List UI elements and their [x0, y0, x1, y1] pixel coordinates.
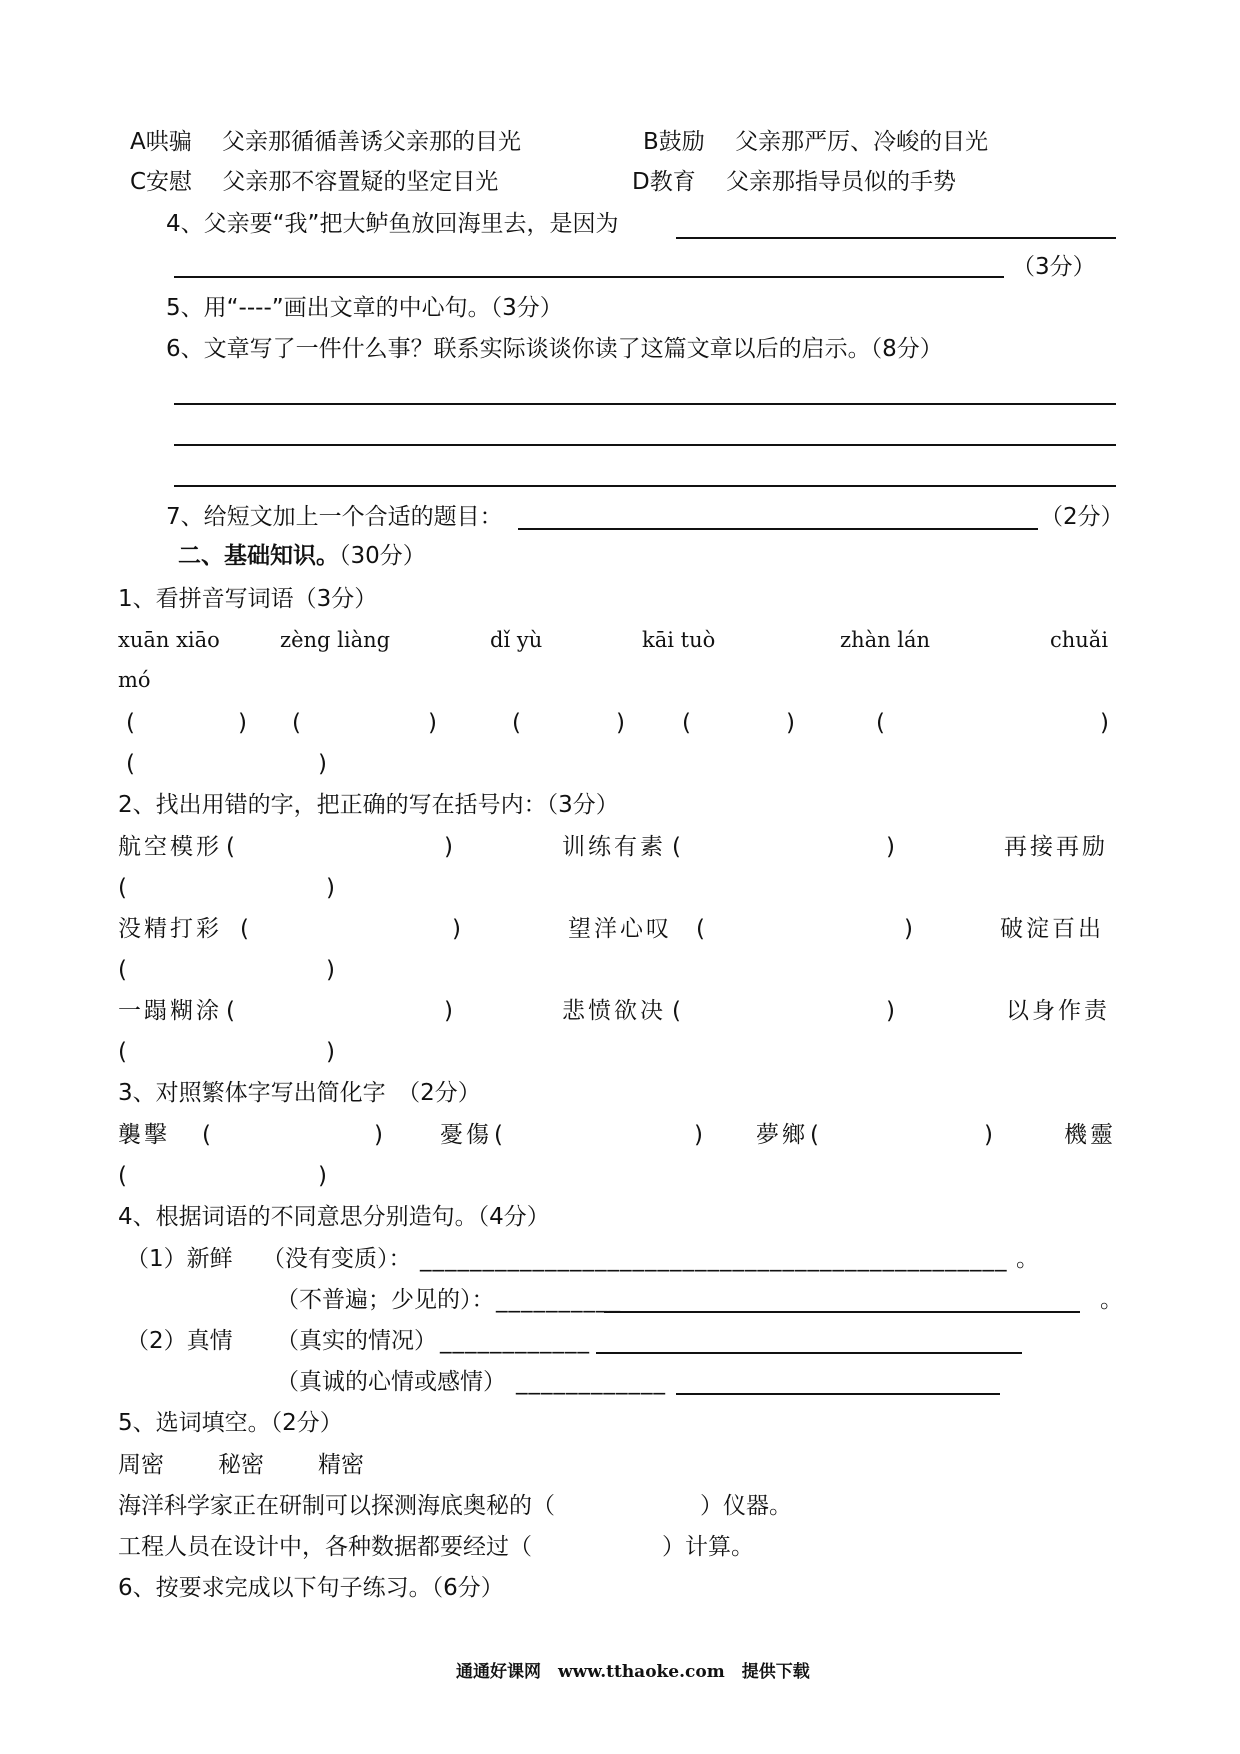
answer-bracket-open: ( — [682, 710, 691, 736]
word-label: （2）真情 — [126, 1328, 233, 1354]
answer-bracket-close: ) — [452, 916, 461, 942]
wrong-word: 以身作责 — [1006, 998, 1110, 1024]
meaning-label: （不普遍；少见的）： — [276, 1287, 495, 1313]
pinyin-word: zhàn lán — [840, 628, 931, 652]
traditional-word: 憂傷 — [440, 1122, 492, 1148]
word-option: 秘密 — [218, 1452, 264, 1478]
answer-bracket-open: ( — [512, 710, 521, 736]
wrong-word: 航空模形 — [118, 834, 222, 860]
answer-bracket-close: ) — [904, 916, 913, 942]
meaning-label: （没有变质）： — [262, 1246, 412, 1272]
answer-bracket-open: ( — [240, 916, 249, 942]
wrong-word: 没精打彩 — [118, 916, 222, 942]
answer-bracket-close: ) — [886, 998, 895, 1024]
fill-sentence-end: ）仪器。 — [700, 1493, 792, 1519]
pinyin-heading: 1、看拼音写词语（3分） — [118, 586, 378, 612]
answer-bracket-open: ( — [672, 834, 681, 860]
pinyin-word: chuǎi — [1050, 628, 1109, 652]
answer-bracket-close: ) — [374, 1122, 383, 1148]
fill-heading: 5、选词填空。（2分） — [118, 1410, 343, 1436]
wrong-word: 望洋心叹 — [568, 916, 672, 942]
sentences-heading: 4、根据词语的不同意思分别造句。（4分） — [118, 1204, 550, 1230]
answer-bracket-close: ) — [318, 1163, 327, 1189]
answer-bracket-open: ( — [226, 834, 235, 860]
meaning-label: （真诚的心情或感情） — [276, 1369, 506, 1395]
answer-line[interactable] — [604, 1311, 1080, 1313]
answer-bracket-close: ) — [444, 834, 453, 860]
answer-bracket-open: ( — [118, 875, 127, 901]
question-4: 4、父亲要“我”把大鲈鱼放回海里去，是因为 — [166, 211, 619, 237]
answer-blank[interactable]: __________ — [496, 1287, 621, 1313]
footer-credit: 通通好课网 www.tthaoke.com 提供下载 — [456, 1662, 810, 1682]
wrong-word: 悲愤欲决 — [562, 998, 666, 1024]
traditional-word: 襲擊 — [118, 1122, 170, 1148]
answer-line[interactable] — [174, 403, 1116, 405]
answer-bracket-open: ( — [126, 710, 135, 736]
answer-bracket-open: ( — [292, 710, 301, 736]
wrong-word: 训练有素 — [562, 834, 666, 860]
answer-bracket-close: ) — [444, 998, 453, 1024]
answer-bracket-open: ( — [876, 710, 885, 736]
word-label: （1）新鲜 — [126, 1246, 233, 1272]
answer-line[interactable] — [596, 1352, 1022, 1354]
practice-heading: 6、按要求完成以下句子练习。（6分） — [118, 1575, 504, 1601]
answer-bracket-open: ( — [672, 998, 681, 1024]
meaning-label: （真实的情况） — [276, 1328, 437, 1354]
fill-sentence-start: 海洋科学家正在研制可以探测海底奥秘的（ — [118, 1493, 555, 1519]
q3-option-d: D教育 父亲那指导员似的手势 — [632, 169, 957, 195]
answer-bracket-close: ) — [326, 1039, 335, 1065]
period: 。 — [1016, 1246, 1039, 1272]
word-option: 精密 — [318, 1452, 364, 1478]
answer-bracket-close: ) — [428, 710, 437, 736]
section-score: （30分） — [339, 543, 426, 569]
answer-bracket-open: ( — [126, 751, 135, 777]
answer-bracket-open: ( — [226, 998, 235, 1024]
pinyin-word: dǐ yù — [490, 628, 543, 652]
question-6: 6、文章写了一件什么事？联系实际谈谈你读了这篇文章以后的启示。（8分） — [166, 336, 943, 362]
section-title — [178, 545, 426, 568]
answer-bracket-open: ( — [118, 957, 127, 983]
traditional-word: 機靈 — [1064, 1122, 1116, 1148]
question-4-score: （3分） — [1012, 254, 1096, 280]
answer-bracket-close: ) — [786, 710, 795, 736]
answer-line[interactable] — [676, 1393, 1000, 1395]
answer-bracket-open: ( — [202, 1122, 211, 1148]
q3-option-a: A哄骗 父亲那循循善诱父亲那的目光 — [130, 129, 522, 155]
answer-bracket-close: ) — [326, 875, 335, 901]
wrong-word: 破淀百出 — [1000, 916, 1104, 942]
answer-bracket-close: ) — [238, 710, 247, 736]
fill-sentence-start: 工程人员在设计中，各种数据都要经过（ — [118, 1534, 532, 1560]
word-option: 周密 — [118, 1452, 164, 1478]
section-title-text: 二、基础知识。 — [178, 543, 339, 569]
answer-line[interactable] — [174, 444, 1116, 446]
question-7: 7、给短文加上一个合适的题目： — [166, 504, 503, 530]
answer-bracket-open: ( — [118, 1163, 127, 1189]
period: 。 — [1100, 1287, 1123, 1313]
answer-line[interactable] — [174, 276, 1004, 278]
answer-bracket-open: ( — [494, 1122, 503, 1148]
answer-bracket-close: ) — [886, 834, 895, 860]
pinyin-word: kāi tuò — [642, 628, 716, 652]
title-answer-line[interactable] — [518, 528, 1038, 530]
pinyin-word: mó — [118, 668, 151, 692]
answer-blank[interactable]: ____________ — [440, 1328, 590, 1354]
question-5: 5、用“----”画出文章的中心句。（3分） — [166, 295, 563, 321]
answer-line[interactable] — [174, 485, 1116, 487]
fill-sentence-end: ）计算。 — [662, 1534, 754, 1560]
answer-bracket-open: ( — [118, 1039, 127, 1065]
wrong-word: 一蹋糊涂 — [118, 998, 222, 1024]
answer-bracket-close: ) — [694, 1122, 703, 1148]
answer-bracket-close: ) — [984, 1122, 993, 1148]
wrong-word: 再接再励 — [1004, 834, 1108, 860]
q3-option-b: B鼓励 父亲那严厉、冷峻的目光 — [643, 129, 989, 155]
answer-bracket-open: ( — [810, 1122, 819, 1148]
answer-line[interactable] — [676, 237, 1116, 239]
answer-bracket-close: ) — [326, 957, 335, 983]
answer-bracket-close: ) — [616, 710, 625, 736]
answer-bracket-close: ) — [318, 751, 327, 777]
q3-option-c: C安慰 父亲那不容置疑的坚定目光 — [130, 169, 499, 195]
traditional-word: 夢鄉 — [756, 1122, 808, 1148]
pinyin-word: xuān xiāo — [118, 628, 220, 652]
answer-blank[interactable]: ____________ — [516, 1369, 666, 1395]
traditional-heading: 3、对照繁体字写出简化字 （2分） — [118, 1080, 481, 1106]
answer-bracket-close: ) — [1100, 710, 1109, 736]
question-7-score: （2分） — [1040, 504, 1124, 530]
answer-blank[interactable]: _______________________________________________ — [420, 1246, 1008, 1272]
answer-bracket-open: ( — [696, 916, 705, 942]
wrong-chars-heading: 2、找出用错的字，把正确的写在括号内：（3分） — [118, 792, 619, 818]
pinyin-word: zèng liàng — [280, 628, 391, 652]
